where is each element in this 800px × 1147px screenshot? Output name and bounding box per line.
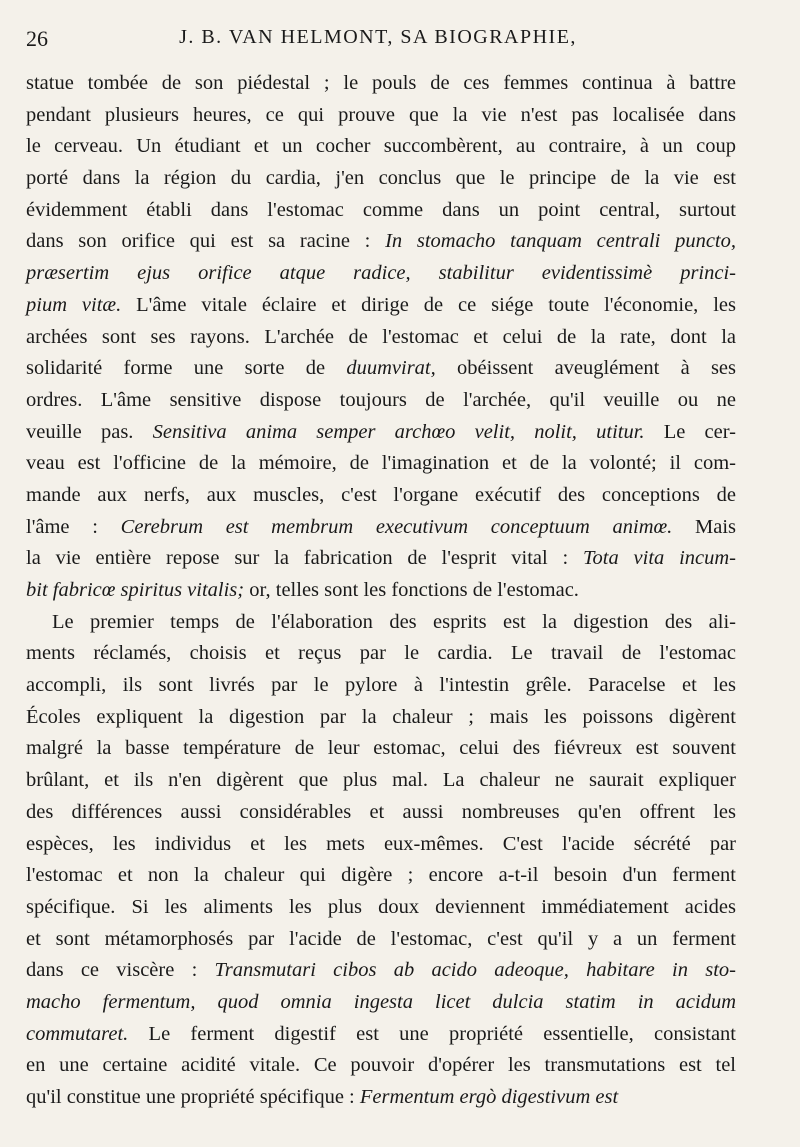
text-run: Le premier temps de l'élaboration des esprits est la digestion des ali- — [52, 610, 736, 633]
text-line — [26, 322, 736, 354]
text-line — [26, 543, 736, 575]
text-run: ordres. L'âme sensitive dispose toujours de l'archée, qu'il veuille ou ne — [26, 388, 736, 411]
text-line — [26, 1050, 736, 1082]
text-line — [26, 290, 736, 322]
text-line — [26, 987, 736, 1019]
text-line — [26, 892, 736, 924]
text-line — [26, 733, 736, 765]
text-line — [26, 258, 736, 290]
text-line — [26, 670, 736, 702]
text-run: des différences aussi considérables et aussi nombreuses qu'en offrent les — [26, 800, 736, 823]
text-line — [26, 765, 736, 797]
running-title: J. B. VAN HELMONT, SA BIOGRAPHIE, — [179, 26, 577, 48]
latin-quote: bit fabricœ spiritus vitalis; — [26, 579, 245, 601]
text-run: pendant plusieurs heures, ce qui prouve que la vie n'est pas localisée dans — [26, 103, 736, 126]
text-run: veau est l'officine de la mémoire, de l'imagination et de la volonté; il com- — [26, 452, 736, 475]
text-line — [26, 638, 736, 670]
latin-quote: Transmutari cibos ab acido adeoque, habitare in sto- — [214, 959, 736, 982]
text-run: veuille pas. — [26, 420, 153, 443]
text-line — [26, 68, 736, 100]
text-run: L'âme vitale éclaire et dirige de ce siége toute l'économie, les — [121, 293, 736, 316]
latin-quote: commutaret. — [26, 1022, 129, 1045]
latin-quote: Fermentum ergò digestivum est — [359, 1086, 619, 1108]
text-run: accompli, ils sont livrés par le pylore à l'intestin grêle. Paracelse et les — [26, 674, 736, 697]
text-run: Le ferment digestif est une propriété essentielle, consistant — [128, 1022, 736, 1045]
text-run: obéissent aveuglément à ses — [435, 357, 737, 380]
text-run: Mais — [672, 515, 737, 538]
text-line — [26, 797, 736, 829]
text-line — [26, 226, 736, 258]
text-run: l'âme : — [26, 515, 121, 538]
text-run: l'estomac et non la chaleur qui digère ; encore a-t-il besoin d'un ferment — [26, 864, 736, 887]
text-run: ments réclamés, choisis et reçus par le cardia. Le travail de l'estomac — [26, 642, 736, 665]
text-run: archées sont ses rayons. L'archée de l'estomac et celui de la rate, dont la — [26, 325, 736, 348]
latin-quote: Cerebrum est membrum executivum conceptuum animœ. — [120, 515, 673, 538]
text-run: Écoles expliquent la digestion par la chaleur ; mais les poissons digèrent — [26, 705, 736, 728]
text-run: la vie entière repose sur la fabrication de l'esprit vital : — [26, 547, 583, 570]
text-line — [26, 607, 736, 639]
text-run: dans son orifice qui est sa racine : — [26, 230, 386, 253]
text-line — [26, 512, 736, 544]
body-text — [26, 68, 736, 1114]
text-line — [26, 575, 736, 607]
text-run: qu'il constitue une propriété spécifique : — [26, 1086, 360, 1108]
text-line — [26, 955, 736, 987]
text-line — [26, 924, 736, 956]
latin-quote: macho fermentum, quod omnia ingesta licet dulcia statim in acidum — [26, 990, 736, 1013]
page-header — [26, 26, 730, 66]
text-line — [26, 163, 736, 195]
text-run: espèces, les individus et les mets eux-mêmes. C'est l'acide sécrété par — [26, 832, 736, 855]
text-run: or, telles sont les fonctions de l'estomac. — [244, 579, 579, 601]
text-line — [26, 1082, 736, 1114]
latin-quote: præsertim ejus orifice atque radice, stabilitur evidentissimè princi- — [26, 262, 736, 285]
text-run: porté dans la région du cardia, j'en conclus que le principe de la vie est — [26, 167, 736, 190]
text-run: malgré la basse température de leur estomac, celui des fiévreux est souvent — [26, 737, 736, 760]
text-run: spécifique. Si les aliments les plus doux deviennent immédiatement acides — [26, 895, 736, 918]
text-run: en une certaine acidité vitale. Ce pouvoir d'opérer les transmutations est tel — [26, 1054, 736, 1077]
latin-quote: Tota vita incum- — [583, 547, 736, 570]
text-run: dans ce viscère : — [26, 959, 215, 982]
text-run: solidarité forme une sorte de — [26, 357, 347, 380]
latin-quote: duumvirat, — [346, 357, 436, 380]
text-line — [26, 829, 736, 861]
text-line — [26, 1019, 736, 1051]
text-run: évidemment établi dans l'estomac comme dans un point central, surtout — [26, 198, 736, 221]
latin-quote: pium vitæ. — [26, 293, 122, 316]
text-run: et sont métamorphosés par l'acide de l'estomac, c'est qu'il y a un ferment — [26, 927, 736, 950]
text-line — [26, 702, 736, 734]
text-line — [26, 353, 736, 385]
text-line — [26, 448, 736, 480]
latin-quote: In stomacho tanquam centrali puncto, — [385, 230, 736, 253]
text-run: Le cer- — [644, 420, 736, 443]
text-line — [26, 480, 736, 512]
page-number: 26 — [26, 26, 48, 51]
text-line — [26, 131, 736, 163]
text-line — [26, 100, 736, 132]
latin-quote: Sensitiva anima semper archœo velit, nolit, utitur. — [152, 420, 645, 443]
text-line — [26, 417, 736, 449]
text-run: le cerveau. Un étudiant et un cocher succombèrent, au contraire, à un coup — [26, 135, 736, 158]
text-run: statue tombée de son piédestal ; le pouls de ces femmes continua à battre — [26, 72, 736, 94]
text-run: brûlant, et ils n'en digèrent que plus mal. La chaleur ne saurait expliquer — [26, 769, 736, 792]
text-line — [26, 195, 736, 227]
text-run: mande aux nerfs, aux muscles, c'est l'organe exécutif des conceptions de — [26, 483, 736, 506]
text-line — [26, 860, 736, 892]
text-line — [26, 385, 736, 417]
